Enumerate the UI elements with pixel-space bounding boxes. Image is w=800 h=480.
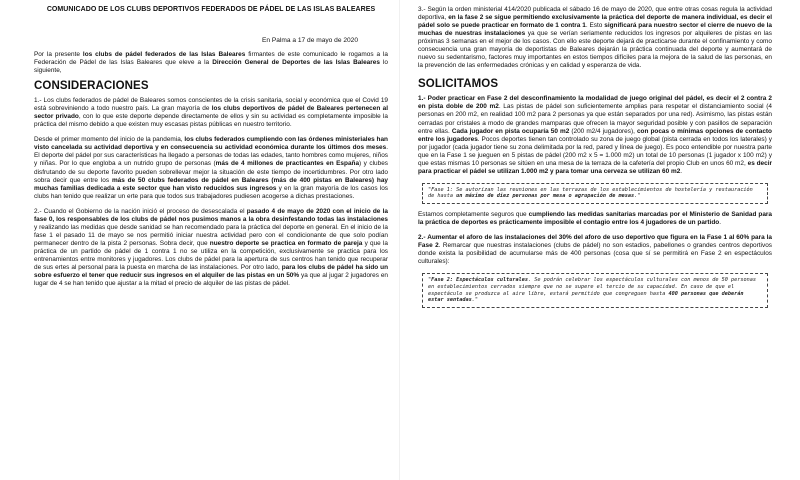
intro-paragraph: Por la presente los clubs de pádel federados de las Islas Baleares firmantes de este comunicado le rogamos a la Federación de Pádel de las Islas Baleares que eleve a la Dirección General de Deportes de las Islas Baleares lo siguiente,	[34, 51, 388, 75]
document-date: En Palma a 17 de mayo de 2020	[261, 37, 358, 44]
consideration-2: 2.- Cuando el Gobierno de la nación inició el proceso de desescalada el pasado 4 de mayo de 2020 con el inicio de la fase 0, los responsables de los clubs de pádel nos pusimos manos a la obra desinfestando todas las instalaciones y realizando las medidas que desde sanidad se han recomendado para la práctica del deporte en general. En el inicio de la fase 1 el pasado 11 de mayo se nos permitió iniciar nuestra actividad pero con el condicionante de que solo podían permanecer dentro de la pista 2 personas. Sobra decir, que nuestro deporte se practica en formato de pareja y que la práctica de un partido de pádel de 1 contra 1 no se utiliza en la competición, exclusivamente se practica para los entrenamientos entre monitores y jugadores. Los clubs de pádel para la apertura de sus centros han tenido que recuperar de sus ertes al personal para la puesta en marcha de las instalaciones. Por otro lado, para los clubs de pádel ha sido un sobre esfuerzo el tener que reducir sus ingresos en el alquiler de las pistas en un 50% ya que al jugar 2 jugadores en lugar de 4 se han tenido que ajustar a la mitad el precio de alquiler de las pistas de pádel.	[34, 207, 388, 288]
request-heading: SOLICITAMOS	[418, 78, 499, 91]
left-page	[34, 0, 388, 480]
consideration-3: 3.- Según la orden ministerial 414/2020 publicada el sábado 16 de mayo de 2020, que entre otras cosas regula la actividad deportiva, en la fase 2 se sigue permitiendo exclusivamente la práctica del deporte de manera individual, es decir el pádel solo se puede practicar en formato de 1 contra 1. Esto significará para nuestro sector el cierre de nuevo de la muchas de nuestras instalaciones ya que se verían seriamente reducidos los ingresos por alquileres de pistas en las próximas 3 semanas en el mejor de los casos. Con ello este deporte dejará de practicarse durante el confinamiento y como consecuencia una gran mayoría de deportistas de Baleares dejarán la práctica continuada del deporte y aumentará de nuevo su sedentarismo, factores muy importantes en estos tiempos difíciles para la mejora de la salud de las personas, en la prevención de las enfermedades crónicas y en calidad y esperanza de vida.	[418, 6, 772, 70]
consideration-1: 1.- Los clubs federados de pádel de Baleares somos conscientes de la crisis sanitaria, social y económica que el Covid 19 está sobreviniendo a todo nuestro país. La gran mayoría de los clubs deportivos de pádel de Baleares pertenecen al sector privado, con lo que este deporte depende directamente de ellos y sin su actividad es completamente imposible la práctica del mismo debido a que existen muy escasas pistas públicas en nuestro territorio.	[34, 97, 388, 129]
consideration-1-continued: Desde el primer momento del inicio de la pandemia, los clubs federados cumpliendo con las órdenes ministeriales han visto cancelada su actividad deportiva y en consecuencia su actividad económica durante los últimos dos meses. El deporte del pádel por sus características ha llegado a personas de todas las edades, tanto hombres como mujeres, niños y niñas. Por lo que engloba a un nutrido grupo de personas (más de 4 millones de practicantes en España) y clubes disfrutando de su deporte favorito pueden sobrellevar mejor la situación de este tiempo de incertidumbres. Por otro lado sobra decir que entre los más de 50 clubs federados de pádel en Baleares (más de 400 pistas en Baleares) hay muchas familias dedicada a este sector que han visto reducidos sus ingresos y en la gran mayoría de los casos los clubs han tenido que realizar un erte para que todos sus trabajadores pudiesen acogerse a dichas prestaciones.	[34, 136, 388, 200]
quote-phase-1: "Fase 1: Se autorizan las reuniones en las terrazas de los establecimientos de hostelería y restauración de hasta un máximo de diez personas por mesa o agrupación de mesas."	[422, 183, 768, 204]
document-title: COMUNICADO DE LOS CLUBS DEPORTIVOS FEDERADOS DE PÁDEL DE LAS ISLAS BALEARES	[46, 6, 376, 13]
request-1: 1.- Poder practicar en Fase 2 del desconfinamiento la modalidad de juego original del pádel, es decir el 2 contra 2 en pista doble de 200 m2. Las pistas de pádel son suficientemente amplias para respetar el distanciamiento social (4 personas en 200 m2, en realidad 100 m2 para 2 personas ya que están separados por una red). Asimismo, las pistas están cerradas por cristales a modo de grandes mamparas que ofrecen la mayor seguridad posible y con pasillos de separación entre ellas. Cada jugador en pista ocuparía 50 m2 (200 m2/4 jugadores), con pocas o mínimas opciones de contacto entre los jugadores. Pocos deportes tienen tan controlado su zona de juego global (pista cerrada en todos los laterales) y por jugador (cada jugador tiene su zona delimitada por la red, pared y línea de juego). Es poco entendible por nuestra parte que en la Fase 1 se jueguen en 5 pistas de pádel (200 m2 x 5 = 1.000 m2) un total de 10 personas (1 jugador x 100 m2) y que estas mismas 10 personas se sitúen en una mesa de la terraza de la cafetería del propio Club en unos 60 m2, es decir para practicar el pádel se utilizan 1.000 m2 y para tomar una cerveza se utilizan 60 m2.	[418, 95, 772, 175]
considerations-heading: CONSIDERACIONES	[34, 80, 149, 93]
request-2: 2.- Aumentar el aforo de las instalaciones del 30% del aforo de uso deportivo que figura en la Fase 1 al 60% para la Fase 2. Remarcar que nuestras instalaciones (clubs de pádel) no son estadios, pabellones o grandes centros deportivos donde exista la posibilidad de acumularse más de 400 personas (cosa que sí se permitirá en Fase 2 en espectáculos culturales):	[418, 234, 772, 266]
right-page	[418, 0, 772, 480]
quote-phase-2: "Fase 2: Espectáculos culturales. Se podrán celebrar los espectáculos culturales con menos de 50 personas en establecimientos cerrados siempre que no se supere el tercio de su capacidad. En caso de que el espectáculo se produzca al aire libre, estará permitido que congreguen hasta 400 personas que deberán estar sentadas."	[422, 273, 768, 307]
page-gutter	[399, 0, 400, 480]
request-1-conclusion: Estamos completamente seguros que cumpliendo las medidas sanitarias marcadas por el Ministerio de Sanidad para la práctica de deportes es prácticamente imposible el contagio entre los 4 jugadores de un partido.	[418, 211, 772, 227]
